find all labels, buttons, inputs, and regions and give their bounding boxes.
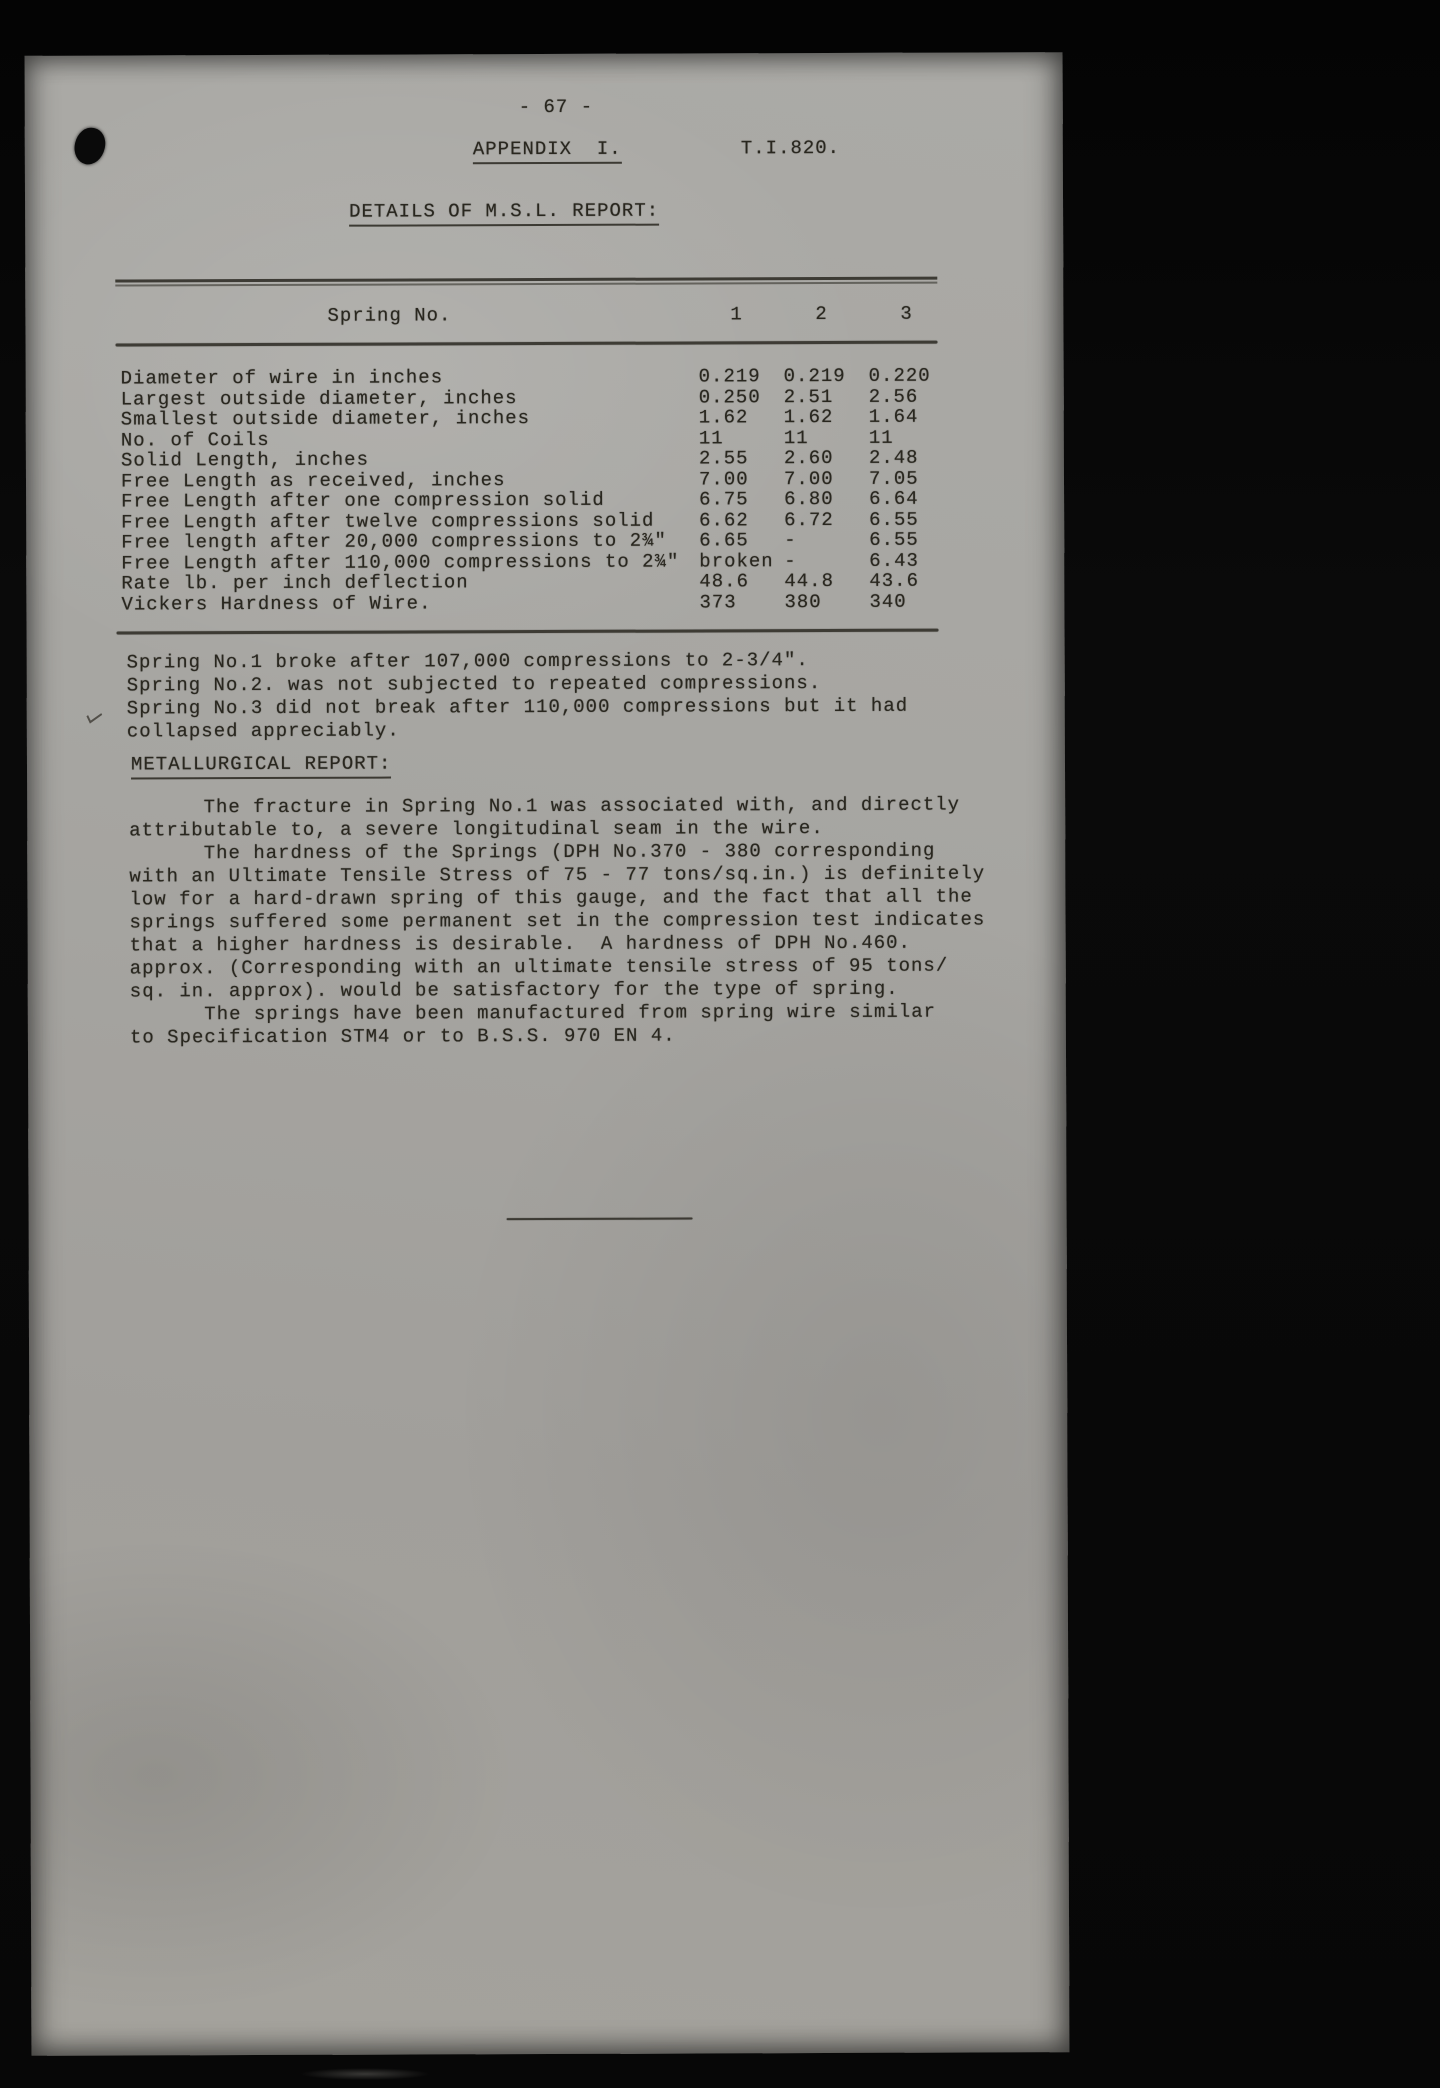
- column-header-1: 1: [730, 303, 743, 326]
- table-bottom-rule: [117, 629, 939, 635]
- cell-value: 43.6: [869, 569, 919, 592]
- cell-value: 11: [698, 426, 724, 449]
- cell-value: 1.62: [783, 405, 834, 429]
- table-row: [121, 366, 966, 389]
- cell-value: 6.65: [699, 529, 749, 552]
- scan-artifact: [300, 2068, 430, 2080]
- cell-value: 2.51: [783, 385, 834, 408]
- table-header-rule: [116, 341, 938, 347]
- page-number: - 67 -: [518, 95, 594, 119]
- row-label: Vickers Hardness of Wire.: [121, 591, 432, 615]
- paragraph-fracture: The fracture in Spring No.1 was associated with, and directly attributable to, a severe longitudinal seam in the wire.: [129, 793, 961, 842]
- cell-value: 380: [784, 590, 822, 613]
- cell-value: -: [784, 549, 797, 572]
- column-header-3: 3: [900, 302, 913, 325]
- row-label: Rate lb. per inch deflection: [121, 571, 469, 595]
- note-spring-2: Spring No.2. was not subjected to repeated compressions.: [126, 672, 822, 697]
- cell-value: 2.55: [698, 447, 749, 470]
- cell-value: 7.00: [698, 467, 749, 490]
- cell-value: 1.62: [698, 406, 749, 429]
- table-row: [121, 489, 966, 512]
- column-header-2: 2: [815, 303, 828, 326]
- cell-value: 0.250: [698, 385, 761, 408]
- table-row: [121, 407, 966, 430]
- cell-value: 2.60: [783, 446, 834, 470]
- appendix-heading: APPENDIX I.: [473, 138, 622, 165]
- cell-value: 0.220: [868, 364, 931, 387]
- metallurgical-heading: METALLURGICAL REPORT:: [131, 753, 392, 780]
- cell-value: -: [784, 529, 797, 552]
- document-page: [25, 52, 1070, 2056]
- table-row: [121, 550, 966, 573]
- row-label: Largest outside diameter, inches: [120, 386, 518, 410]
- cell-value: 6.43: [869, 549, 919, 572]
- cell-value: 6.55: [869, 508, 919, 531]
- row-label: Free length after 20,000 compressions to 2¾": [121, 529, 667, 554]
- table-row: [121, 591, 966, 614]
- cell-value: 340: [869, 590, 907, 613]
- table-row: [121, 571, 966, 594]
- cell-value: 6.72: [784, 508, 834, 531]
- cell-value: 0.219: [698, 365, 761, 388]
- table-header-row: [120, 303, 965, 328]
- paragraph-hardness: The hardness of the Springs (DPH No.370 - 380 corresponding with an Ultimate Tensile Stress of 75 - 77 tons/sq.in.) is definitely low for a hard-drawn spring of this gauge, and the fact that all the springs suffered some permanent set in the compression test indicates that a higher hardness is desirable. A hardness of DPH No.460. approx. (Corresponding with an ultimate tensile stress of 95 tons/ sq. in. approx). would be satisfactory for the type of spring.: [129, 839, 986, 1003]
- cell-value: 373: [699, 590, 737, 613]
- table-row: [121, 530, 966, 553]
- cell-value: 48.6: [699, 570, 749, 593]
- row-label: Solid Length, inches: [120, 448, 370, 472]
- table-header-label: Spring No.: [327, 304, 452, 327]
- table-row: [121, 448, 966, 471]
- end-of-report-rule: [507, 1217, 693, 1220]
- cell-value: 7.00: [783, 467, 834, 490]
- cell-value: 11: [783, 426, 809, 449]
- table-top-rule: [115, 277, 937, 287]
- cell-value: broken: [699, 549, 774, 572]
- cell-value: 6.75: [699, 488, 749, 511]
- cell-value: 6.64: [869, 487, 919, 510]
- cell-value: 0.219: [783, 364, 846, 388]
- ink-blot-mark: [71, 125, 108, 167]
- report-title: DETAILS OF M.S.L. REPORT:: [349, 200, 659, 227]
- row-label: Smallest outside diameter, inches: [120, 407, 531, 431]
- row-label: Free Length as received, inches: [120, 468, 506, 492]
- reference-number: T.I.820.: [740, 136, 841, 160]
- table-row: [121, 427, 966, 450]
- row-label: Diameter of wire in inches: [120, 366, 444, 390]
- table-row: [121, 468, 966, 491]
- row-label: Free Length after one compression solid: [121, 488, 605, 513]
- row-label: No. of Coils: [120, 428, 270, 451]
- paragraph-specification: The springs have been manufactured from spring wire similar to Specification STM4 or to B.S.S. 970 EN 4.: [129, 1000, 937, 1049]
- cell-value: 6.62: [699, 508, 749, 531]
- pencil-tick-mark: [86, 708, 102, 724]
- cell-value: 2.56: [868, 385, 919, 408]
- table-row: [121, 386, 966, 409]
- cell-value: 2.48: [868, 446, 919, 469]
- cell-value: 6.55: [869, 528, 919, 551]
- note-spring-3: Spring No.3 did not break after 110,000 compressions but it had collapsed appreciably.: [126, 694, 909, 743]
- note-spring-1: Spring No.1 broke after 107,000 compressions to 2-3/4".: [126, 649, 809, 674]
- row-label: Free Length after 110,000 compressions to 2¾": [121, 550, 680, 574]
- cell-value: 11: [868, 426, 894, 449]
- cell-value: 44.8: [784, 569, 834, 593]
- table-row: [121, 509, 966, 532]
- cell-value: 6.80: [784, 487, 834, 511]
- cell-value: 7.05: [868, 467, 919, 490]
- measurements-table: [121, 366, 967, 615]
- row-label: Free Length after twelve compressions solid: [121, 509, 655, 533]
- cell-value: 1.64: [868, 405, 919, 428]
